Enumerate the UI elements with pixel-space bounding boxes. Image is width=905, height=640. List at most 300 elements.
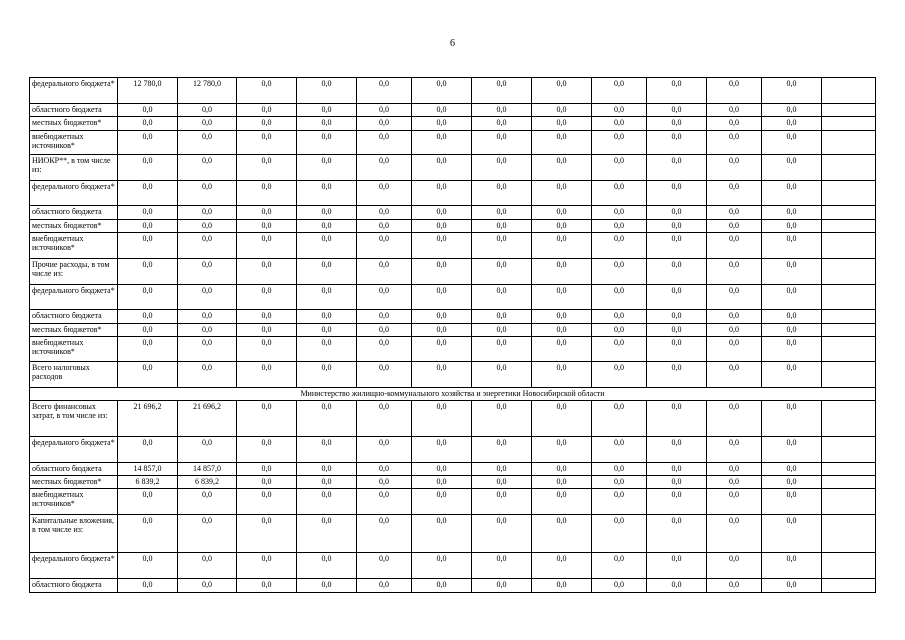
table-cell: 0,0 <box>178 233 237 259</box>
table-cell: 0,0 <box>412 553 472 579</box>
table-cell: 0,0 <box>472 220 532 233</box>
table-cell: 0,0 <box>118 285 178 310</box>
table-cell: 0,0 <box>592 181 647 206</box>
table-cell: 0,0 <box>707 476 762 489</box>
table-cell: 0,0 <box>357 220 412 233</box>
table-cell: 0,0 <box>412 181 472 206</box>
row-label: местных бюджетов* <box>30 220 118 233</box>
table-cell: 0,0 <box>412 324 472 337</box>
row-label: Прочие расходы, в том числе из: <box>30 259 118 285</box>
table-row <box>30 362 876 388</box>
table-cell: 0,0 <box>178 579 237 593</box>
table-cell: 0,0 <box>472 515 532 553</box>
table-cell: 0,0 <box>297 259 357 285</box>
table-cell: 0,0 <box>762 233 822 259</box>
table-cell: 0,0 <box>412 515 472 553</box>
table-cell: 0,0 <box>357 489 412 515</box>
table-cell: 0,0 <box>592 117 647 131</box>
table-cell: 0,0 <box>707 579 762 593</box>
table-cell: 0,0 <box>297 553 357 579</box>
table-cell: 0,0 <box>707 515 762 553</box>
table-cell: 0,0 <box>118 437 178 463</box>
table-cell: 0,0 <box>237 476 297 489</box>
table-row <box>30 463 876 476</box>
row-label: местных бюджетов* <box>30 117 118 131</box>
table-cell: 0,0 <box>297 401 357 437</box>
table-cell: 0,0 <box>118 362 178 388</box>
table-cell: 0,0 <box>178 117 237 131</box>
table-cell: 0,0 <box>707 117 762 131</box>
table-cell: 0,0 <box>297 437 357 463</box>
table-cell: 0,0 <box>647 206 707 220</box>
table-cell: 0,0 <box>707 285 762 310</box>
table-cell: 0,0 <box>707 104 762 117</box>
table-cell: 0,0 <box>412 463 472 476</box>
table-cell: 0,0 <box>118 579 178 593</box>
table-cell: 0,0 <box>178 131 237 155</box>
table-row <box>30 401 876 437</box>
table-cell: 0,0 <box>412 117 472 131</box>
budget-table <box>29 77 876 593</box>
table-cell: 6 839,2 <box>178 476 237 489</box>
table-cell: 0,0 <box>647 362 707 388</box>
table-cell: 0,0 <box>297 324 357 337</box>
table-cell: 0,0 <box>647 437 707 463</box>
table-cell: 21 696,2 <box>178 401 237 437</box>
table-cell: 0,0 <box>707 337 762 362</box>
table-cell: 0,0 <box>178 337 237 362</box>
row-label: федерального бюджета* <box>30 78 118 104</box>
row-label: Всего налоговых расходов <box>30 362 118 388</box>
row-label: федерального бюджета* <box>30 181 118 206</box>
table-cell: 0,0 <box>592 324 647 337</box>
page-number: 6 <box>450 38 455 49</box>
table-cell: 0,0 <box>592 489 647 515</box>
table-cell <box>822 476 876 489</box>
row-label: областного бюджета <box>30 104 118 117</box>
table-cell: 0,0 <box>297 233 357 259</box>
table-cell: 0,0 <box>237 324 297 337</box>
table-cell: 0,0 <box>592 259 647 285</box>
table-cell: 0,0 <box>762 489 822 515</box>
row-label: федерального бюджета* <box>30 285 118 310</box>
table-cell <box>822 489 876 515</box>
table-cell <box>822 155 876 181</box>
table-cell: 0,0 <box>412 362 472 388</box>
table-cell: 14 857,0 <box>118 463 178 476</box>
table-cell <box>822 117 876 131</box>
table-cell: 0,0 <box>647 233 707 259</box>
table-cell: 0,0 <box>647 181 707 206</box>
table-cell: 0,0 <box>237 337 297 362</box>
table-cell: 0,0 <box>357 131 412 155</box>
section-title: Министерство жилищно-коммунального хозяйства и энергетики Новосибирской области <box>30 388 876 401</box>
table-cell: 0,0 <box>472 206 532 220</box>
table-cell: 0,0 <box>297 362 357 388</box>
table-cell: 0,0 <box>472 285 532 310</box>
row-label: областного бюджета <box>30 579 118 593</box>
table-cell: 0,0 <box>237 104 297 117</box>
table-cell: 0,0 <box>592 285 647 310</box>
table-cell: 0,0 <box>472 233 532 259</box>
table-cell: 0,0 <box>118 181 178 206</box>
table-cell: 0,0 <box>762 362 822 388</box>
table-cell: 0,0 <box>412 233 472 259</box>
table-cell: 0,0 <box>178 104 237 117</box>
table-cell: 0,0 <box>762 155 822 181</box>
table-cell: 0,0 <box>237 362 297 388</box>
table-row <box>30 117 876 131</box>
table-cell: 0,0 <box>472 78 532 104</box>
table-cell: 0,0 <box>297 515 357 553</box>
table-cell: 0,0 <box>647 220 707 233</box>
table-cell: 0,0 <box>178 259 237 285</box>
table-cell: 0,0 <box>762 104 822 117</box>
table-cell: 0,0 <box>707 181 762 206</box>
table-cell: 0,0 <box>357 104 412 117</box>
table-cell: 0,0 <box>357 401 412 437</box>
table-cell: 0,0 <box>707 78 762 104</box>
table-cell <box>822 78 876 104</box>
table-cell: 0,0 <box>647 401 707 437</box>
table-cell: 0,0 <box>118 337 178 362</box>
table-cell: 0,0 <box>707 362 762 388</box>
table-row <box>30 337 876 362</box>
table-cell: 0,0 <box>178 553 237 579</box>
table-cell: 0,0 <box>118 131 178 155</box>
table-cell: 0,0 <box>297 78 357 104</box>
table-cell: 0,0 <box>532 463 592 476</box>
table-cell: 0,0 <box>297 104 357 117</box>
table-cell: 0,0 <box>412 104 472 117</box>
table-cell: 0,0 <box>707 401 762 437</box>
table-cell <box>822 181 876 206</box>
table-cell: 0,0 <box>237 131 297 155</box>
table-cell: 0,0 <box>532 401 592 437</box>
table-cell: 0,0 <box>592 463 647 476</box>
table-cell: 0,0 <box>592 337 647 362</box>
table-cell: 0,0 <box>472 437 532 463</box>
table-cell: 0,0 <box>178 437 237 463</box>
table-cell: 0,0 <box>647 117 707 131</box>
table-cell <box>822 206 876 220</box>
table-cell: 0,0 <box>237 310 297 324</box>
table-row <box>30 579 876 593</box>
table-cell: 0,0 <box>647 579 707 593</box>
table-cell: 0,0 <box>118 233 178 259</box>
table-cell: 0,0 <box>237 437 297 463</box>
row-label: Всего финансовых затрат, в том числе из: <box>30 401 118 437</box>
table-cell: 0,0 <box>412 206 472 220</box>
table-cell: 0,0 <box>297 579 357 593</box>
row-label: федерального бюджета* <box>30 553 118 579</box>
table-cell: 0,0 <box>472 579 532 593</box>
table-cell: 0,0 <box>532 310 592 324</box>
table-cell: 0,0 <box>357 476 412 489</box>
table-cell: 0,0 <box>472 181 532 206</box>
table-cell: 0,0 <box>592 104 647 117</box>
table-cell <box>822 131 876 155</box>
table-cell: 0,0 <box>762 324 822 337</box>
table-cell <box>822 362 876 388</box>
table-cell: 0,0 <box>532 553 592 579</box>
table-cell: 12 780,0 <box>118 78 178 104</box>
table-cell: 0,0 <box>357 310 412 324</box>
table-cell <box>822 104 876 117</box>
table-cell: 0,0 <box>237 206 297 220</box>
table-cell: 0,0 <box>592 401 647 437</box>
table-cell: 0,0 <box>118 553 178 579</box>
table-cell: 0,0 <box>118 206 178 220</box>
table-cell: 0,0 <box>297 489 357 515</box>
table-row <box>30 489 876 515</box>
table-cell: 0,0 <box>707 206 762 220</box>
table-cell: 0,0 <box>178 310 237 324</box>
table-cell: 0,0 <box>707 489 762 515</box>
table-cell: 0,0 <box>118 155 178 181</box>
table-cell: 0,0 <box>762 206 822 220</box>
table-cell: 0,0 <box>647 337 707 362</box>
table-row <box>30 259 876 285</box>
table-cell: 0,0 <box>762 259 822 285</box>
table-cell: 0,0 <box>532 579 592 593</box>
row-label: НИОКР**, в том числе из: <box>30 155 118 181</box>
table-cell: 0,0 <box>532 155 592 181</box>
table-cell: 0,0 <box>237 220 297 233</box>
table-cell: 0,0 <box>592 553 647 579</box>
table-cell: 0,0 <box>762 181 822 206</box>
table-cell: 0,0 <box>472 117 532 131</box>
table-cell: 0,0 <box>472 324 532 337</box>
table-cell: 0,0 <box>412 476 472 489</box>
table-cell: 0,0 <box>532 437 592 463</box>
table-cell: 0,0 <box>357 515 412 553</box>
table-cell: 0,0 <box>707 553 762 579</box>
row-label: областного бюджета <box>30 463 118 476</box>
table-cell: 21 696,2 <box>118 401 178 437</box>
table-cell: 0,0 <box>412 78 472 104</box>
table-cell: 0,0 <box>707 463 762 476</box>
table-cell <box>822 579 876 593</box>
table-row <box>30 131 876 155</box>
table-cell: 0,0 <box>762 220 822 233</box>
table-cell: 0,0 <box>472 489 532 515</box>
table-row <box>30 476 876 489</box>
table-cell: 0,0 <box>532 285 592 310</box>
row-label: внебюджетных источников* <box>30 131 118 155</box>
table-cell: 6 839,2 <box>118 476 178 489</box>
table-cell: 0,0 <box>237 233 297 259</box>
table-cell: 0,0 <box>532 337 592 362</box>
table-cell: 0,0 <box>178 206 237 220</box>
table-cell: 0,0 <box>178 489 237 515</box>
table-cell: 0,0 <box>297 117 357 131</box>
table-cell: 0,0 <box>532 78 592 104</box>
table-cell: 0,0 <box>532 476 592 489</box>
table-cell: 0,0 <box>297 463 357 476</box>
table-cell: 0,0 <box>592 78 647 104</box>
table-cell: 12 780,0 <box>178 78 237 104</box>
table-cell: 0,0 <box>472 259 532 285</box>
table-cell: 0,0 <box>762 285 822 310</box>
table-cell <box>822 259 876 285</box>
table-cell: 0,0 <box>762 117 822 131</box>
table-cell: 0,0 <box>237 489 297 515</box>
table-cell: 0,0 <box>412 131 472 155</box>
table-cell: 0,0 <box>647 489 707 515</box>
table-cell: 0,0 <box>118 220 178 233</box>
table-cell: 0,0 <box>647 104 707 117</box>
table-cell <box>822 553 876 579</box>
table-cell: 0,0 <box>118 489 178 515</box>
table-cell: 0,0 <box>297 206 357 220</box>
table-cell: 0,0 <box>178 181 237 206</box>
table-cell: 0,0 <box>762 579 822 593</box>
table-cell: 0,0 <box>357 78 412 104</box>
table-cell: 0,0 <box>472 155 532 181</box>
table-row <box>30 233 876 259</box>
table-cell: 0,0 <box>707 233 762 259</box>
row-label: областного бюджета <box>30 206 118 220</box>
table-cell: 0,0 <box>357 233 412 259</box>
table-cell: 0,0 <box>237 553 297 579</box>
table-cell: 0,0 <box>118 104 178 117</box>
table-cell: 0,0 <box>297 337 357 362</box>
table-cell <box>822 285 876 310</box>
table-cell <box>822 310 876 324</box>
table-cell: 0,0 <box>412 437 472 463</box>
table-cell: 0,0 <box>592 206 647 220</box>
table-cell: 0,0 <box>647 476 707 489</box>
table-cell: 0,0 <box>647 131 707 155</box>
table-cell: 0,0 <box>178 515 237 553</box>
table-cell: 0,0 <box>412 220 472 233</box>
table-cell: 0,0 <box>762 78 822 104</box>
table-cell: 0,0 <box>592 220 647 233</box>
table-cell: 0,0 <box>357 324 412 337</box>
table-cell: 0,0 <box>118 324 178 337</box>
table-cell: 0,0 <box>707 310 762 324</box>
table-cell: 0,0 <box>412 489 472 515</box>
table-cell: 0,0 <box>592 579 647 593</box>
table-row <box>30 515 876 553</box>
table-cell: 0,0 <box>762 337 822 362</box>
row-label: внебюджетных источников* <box>30 489 118 515</box>
table-cell: 0,0 <box>472 131 532 155</box>
table-cell: 0,0 <box>118 117 178 131</box>
table-cell: 0,0 <box>357 285 412 310</box>
table-cell <box>822 463 876 476</box>
table-cell: 0,0 <box>357 117 412 131</box>
table-cell <box>822 220 876 233</box>
table-cell: 0,0 <box>647 310 707 324</box>
table-cell: 0,0 <box>237 463 297 476</box>
table-cell: 0,0 <box>357 437 412 463</box>
table-cell: 0,0 <box>647 463 707 476</box>
table-cell: 0,0 <box>297 476 357 489</box>
table-cell: 0,0 <box>472 553 532 579</box>
table-cell: 0,0 <box>357 362 412 388</box>
table-cell: 0,0 <box>532 324 592 337</box>
row-label: местных бюджетов* <box>30 324 118 337</box>
table-cell: 0,0 <box>118 310 178 324</box>
table-cell: 0,0 <box>357 206 412 220</box>
table-cell: 14 857,0 <box>178 463 237 476</box>
table-cell: 0,0 <box>297 310 357 324</box>
table-row <box>30 206 876 220</box>
table-cell: 0,0 <box>532 233 592 259</box>
table-cell: 0,0 <box>707 437 762 463</box>
row-label: областного бюджета <box>30 310 118 324</box>
table-row <box>30 437 876 463</box>
table-cell: 0,0 <box>118 515 178 553</box>
table-cell: 0,0 <box>532 515 592 553</box>
table-cell: 0,0 <box>532 259 592 285</box>
row-label: внебюджетных источников* <box>30 337 118 362</box>
table-cell: 0,0 <box>237 78 297 104</box>
table-cell: 0,0 <box>762 401 822 437</box>
table-cell: 0,0 <box>707 324 762 337</box>
table-cell: 0,0 <box>237 515 297 553</box>
table-cell: 0,0 <box>118 259 178 285</box>
table-cell <box>822 337 876 362</box>
table-cell <box>822 324 876 337</box>
table-row <box>30 155 876 181</box>
table-cell: 0,0 <box>592 131 647 155</box>
section-row <box>30 388 876 401</box>
table-cell: 0,0 <box>237 181 297 206</box>
table-cell <box>822 401 876 437</box>
table-cell: 0,0 <box>412 401 472 437</box>
table-cell: 0,0 <box>532 206 592 220</box>
table-cell: 0,0 <box>472 337 532 362</box>
table-row <box>30 324 876 337</box>
table-cell: 0,0 <box>592 476 647 489</box>
table-cell: 0,0 <box>762 463 822 476</box>
table-row <box>30 553 876 579</box>
table-cell: 0,0 <box>532 362 592 388</box>
row-label: внебюджетных источников* <box>30 233 118 259</box>
table-cell: 0,0 <box>237 579 297 593</box>
table-cell <box>822 437 876 463</box>
table-cell: 0,0 <box>647 259 707 285</box>
table-cell: 0,0 <box>647 155 707 181</box>
table-cell: 0,0 <box>707 220 762 233</box>
table-cell: 0,0 <box>592 310 647 324</box>
table-cell: 0,0 <box>532 104 592 117</box>
table-cell: 0,0 <box>357 181 412 206</box>
table-cell: 0,0 <box>592 515 647 553</box>
table-cell: 0,0 <box>592 233 647 259</box>
table-cell: 0,0 <box>297 155 357 181</box>
table-row <box>30 181 876 206</box>
table-cell: 0,0 <box>412 310 472 324</box>
table-cell: 0,0 <box>472 463 532 476</box>
table-cell: 0,0 <box>357 337 412 362</box>
table-cell: 0,0 <box>357 579 412 593</box>
table-row <box>30 310 876 324</box>
table-row <box>30 104 876 117</box>
table-cell: 0,0 <box>472 362 532 388</box>
table-cell: 0,0 <box>532 117 592 131</box>
table-cell: 0,0 <box>357 463 412 476</box>
table-cell: 0,0 <box>647 553 707 579</box>
table-cell: 0,0 <box>357 155 412 181</box>
table-cell: 0,0 <box>762 310 822 324</box>
table-cell <box>822 515 876 553</box>
table-cell: 0,0 <box>592 362 647 388</box>
table-cell: 0,0 <box>472 104 532 117</box>
